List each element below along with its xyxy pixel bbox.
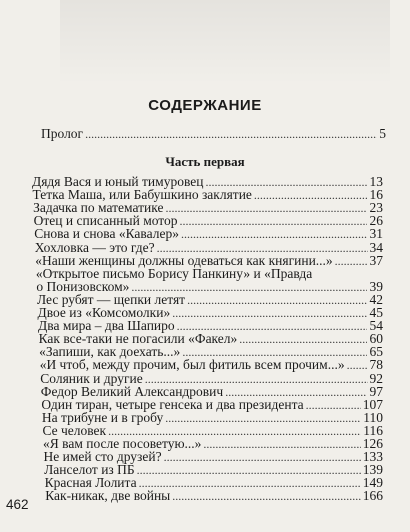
entry-page: 5 <box>379 126 386 141</box>
entry-title: Тетка Маша, или Бабушкино заклятие <box>32 187 252 203</box>
entry-title: «Открытое письмо Борису Панкину» и «Правда <box>35 265 313 281</box>
entry-title: Двое из «Комсомолки» <box>37 305 171 320</box>
leader-dots <box>172 489 360 504</box>
entry-page: 92 <box>369 370 383 386</box>
entry-page: 23 <box>369 200 383 216</box>
entry-title: Не имей сто друзей? <box>43 449 162 465</box>
page-number: 462 <box>6 497 29 512</box>
entry-title: Два мира – два Шапиро <box>38 318 175 334</box>
entry-page: 139 <box>362 462 383 478</box>
entry-title: Один тиран, четыре генсека и два президента <box>41 396 304 412</box>
entry-title: Задачка по математике <box>33 200 164 216</box>
entry-page: 65 <box>369 344 383 360</box>
entry-page: 34 <box>369 239 383 255</box>
bleed-through-text <box>60 0 390 85</box>
entry-title: «Запиши, как доехать...» <box>39 344 181 360</box>
entry-title: Соляник и другие <box>40 370 143 386</box>
entry-title: Се человек <box>42 422 107 438</box>
entry-page: 37 <box>369 252 383 268</box>
entry-title: Лес рубят — щепки летят <box>36 291 186 307</box>
entry-page: 42 <box>369 291 383 307</box>
entry-title: о Понизовском» <box>36 278 130 294</box>
leader-dots <box>85 127 377 142</box>
entry-page: 16 <box>369 187 383 203</box>
entry-page: 13 <box>369 174 383 189</box>
entry-title: Ланселот из ПБ <box>44 462 135 478</box>
entry-page: 31 <box>369 226 383 242</box>
entry-title: Снова и снова «Кавалер» <box>34 226 179 242</box>
entry-title: Отец и списанный мотор <box>33 213 178 229</box>
entry-title: «Наши женщины должны одеваться как княгини...» <box>35 252 333 268</box>
toc-entry-prologue <box>41 126 386 141</box>
entry-page: 149 <box>362 475 383 491</box>
entry-page: 60 <box>369 331 383 347</box>
entry-page: 26 <box>369 213 383 229</box>
entry-title: Как все-таки не погасили «Факел» <box>38 331 238 347</box>
entry-title: Как-никак, две войны <box>45 488 171 504</box>
entry-page: 97 <box>369 383 383 399</box>
entry-page: 107 <box>362 396 383 412</box>
part-title: Часть первая <box>165 154 245 169</box>
entry-page: 78 <box>369 357 383 373</box>
entry-page: 54 <box>369 318 383 334</box>
toc-entry <box>45 488 383 503</box>
entry-page: 133 <box>362 449 383 465</box>
entry-title: «Я вам после посоветую...» <box>43 436 202 451</box>
entry-title: Хохловка — это где? <box>34 239 155 255</box>
entry-title: Дядя Вася и юный тимуровец <box>32 174 204 189</box>
entry-page: 39 <box>369 278 383 294</box>
entry-title: Федор Великий Александрович <box>40 383 224 399</box>
toc-heading: СОДЕРЖАНИЕ <box>148 97 262 114</box>
entry-page: 126 <box>362 436 383 451</box>
entry-page: 116 <box>363 422 383 438</box>
entry-title: «И чтоб, между прочим, был фитиль всем прочим...» <box>39 357 345 373</box>
entry-title: Красная Лолита <box>44 475 137 491</box>
entry-page: 45 <box>369 305 383 320</box>
entry-title: Пролог <box>41 126 84 141</box>
entry-title: На трибуне и в гробу <box>41 409 164 425</box>
entry-page: 166 <box>362 488 383 504</box>
entry-page: 110 <box>363 409 383 425</box>
